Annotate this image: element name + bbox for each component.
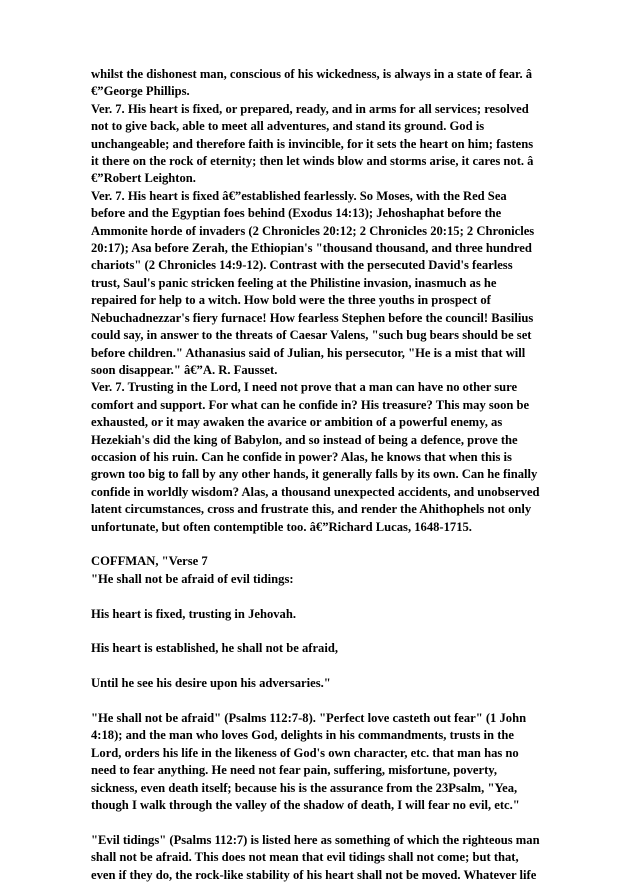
verse-line-heart-established: His heart is established, he shall not be afraid, bbox=[91, 641, 338, 656]
verse-line-heart-fixed: His heart is fixed, trusting in Jehovah. bbox=[91, 606, 297, 621]
paragraph-fausset-verse-7: Ver. 7. His heart is fixed â€”established fearlessly. So Moses, with the Red Sea before and the Egyptian foes behind (Exodus 14:13); Jehoshaphat before the Ammonite horde of invaders (2 Chronicles 20:12; 2 Chronicles 20:15; 2 Chronicles 20:17); Asa before Zerah, the Ethiopian's "thousand thousand, and three hundred chariots" (2 Chronicles 14:9-12). Contrast with the persecuted David's fearless trust, Saul's panic stricken feeling at the Philistine invasion, inasmuch as he repaired for help to a witch. How bold were the three youths in prospect of Nebuchadnezzar's fiery furnace! How fearless Stephen before the council! Basilius could say, in answer to the threats of Caesar Valens, "such bug bears should be set before children." Athanasius said of Julian, his persecutor, "He is a mist that will soon disappear." â€”A. R. Fausset. bbox=[91, 188, 535, 377]
blank-line bbox=[91, 693, 549, 710]
paragraph-evil-tidings: "Evil tidings" (Psalms 112:7) is listed here as something of which the righteous man shall not be afraid. This does not mean that evil tidings shall not come; but that, even if they do, the rock-like stability of his heart shall not be moved. Whatever life bbox=[91, 832, 540, 882]
blank-line bbox=[91, 588, 549, 605]
verse-line-adversaries: Until he see his desire upon his adversaries." bbox=[91, 676, 331, 691]
paragraph-not-afraid: "He shall not be afraid" (Psalms 112:7-8). "Perfect love casteth out fear" (1 John 4:18); and the man who loves God, delights in his commandments, trusts in the Lord, orders his life in the likeness of God's own character, etc. that man has no need to fear anything. He need not fear pain, suffering, misfortune, poverty, sickness, even death itself; because his is the assurance from the 23Psalm, "Yea, though I walk through the valley of the shadow of death, I will fear no evil, etc." bbox=[91, 710, 527, 812]
paragraph-coffman-heading: COFFMAN, "Verse 7 "He shall not be afraid of evil tidings: bbox=[91, 554, 294, 586]
paragraph-leighton-verse-7: Ver. 7. His heart is fixed, or prepared, ready, and in arms for all services; resolved not to give back, able to meet all adventures, and stand its ground. God is unchangeable; and therefore faith is invincible, for it sets the heart on him; fastens it there on the rock of eternity; then let winds blow and storms arise, it cares not. â €”Robert Leighton. bbox=[91, 101, 534, 186]
blank-line bbox=[91, 623, 549, 640]
document-page bbox=[91, 66, 549, 884]
paragraph-phillips-continuation: whilst the dishonest man, conscious of his wickedness, is always in a state of fear. â €”George Phillips. bbox=[91, 67, 533, 99]
blank-line bbox=[91, 536, 549, 553]
blank-line bbox=[91, 814, 549, 831]
blank-line bbox=[91, 658, 549, 675]
paragraph-lucas-verse-7: Ver. 7. Trusting in the Lord, I need not prove that a man can have no other sure comfort and support. For what can he confide in? His treasure? This may soon be exhausted, or it may awaken the avarice or ambition of a powerful enemy, as Hezekiah's did the king of Babylon, and so instead of being a defence, prove the occasion of his ruin. Can he confide in power? Alas, he knows that when this is grown too big to fall by any other hands, it generally falls by its own. Can he finally confide in worldly wisdom? Alas, a thousand unexpected accidents, and unobserved latent circumstances, cross and frustrate this, and render the Ahithophels not only unfortunate, but often contemptible too. â€”Richard Lucas, 1648-1715. bbox=[91, 380, 540, 534]
